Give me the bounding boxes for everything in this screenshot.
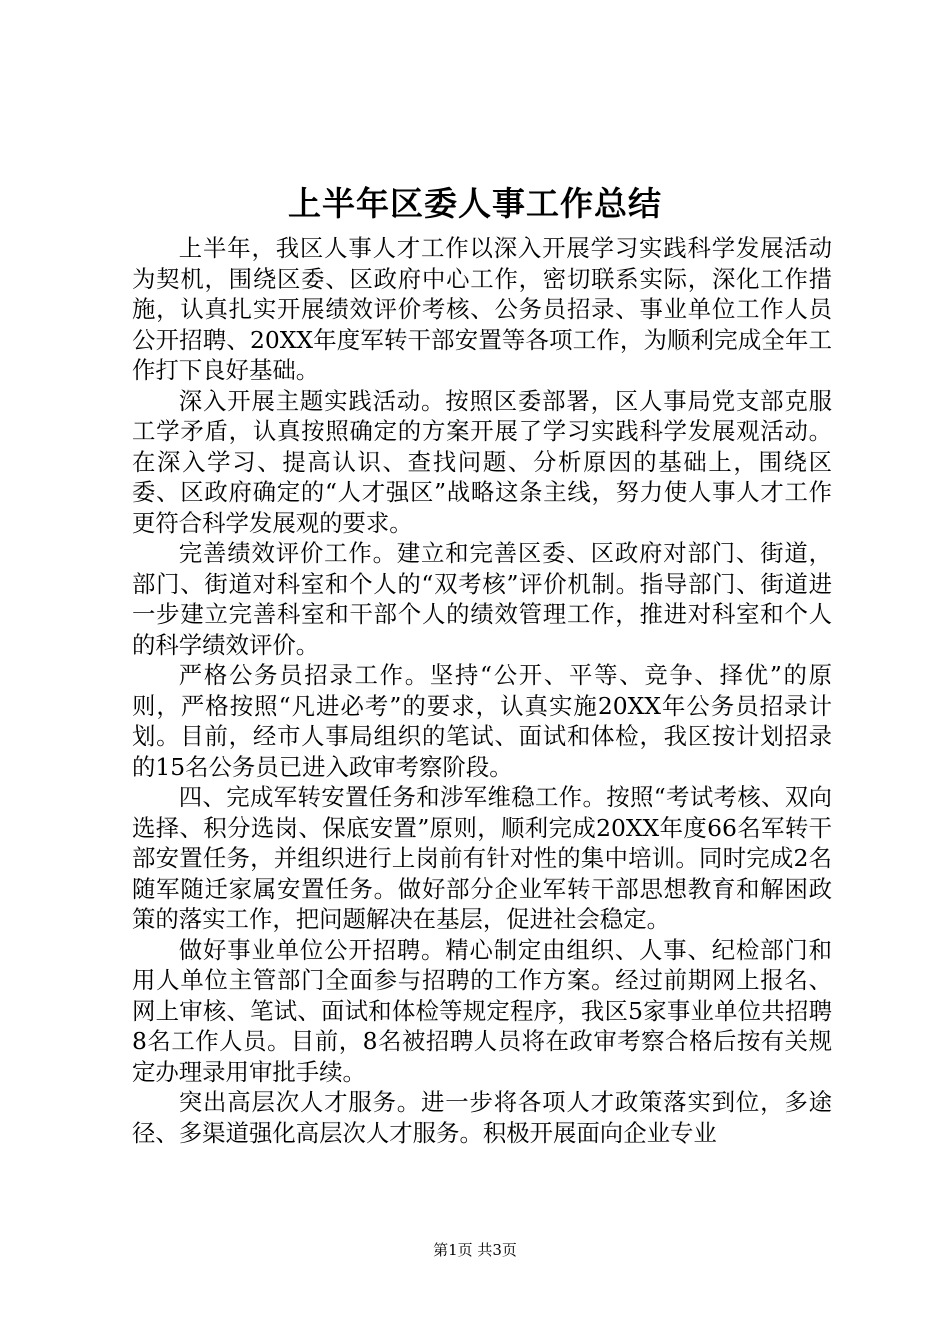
page-footer: 第1页 共3页 [433,1241,517,1259]
paragraph-civil-servant-recruitment: 严格公务员招录工作。坚持“公开、平等、竞争、择优”的原则，严格按照“凡进必考”的要求，认真实施20XX年公务员招录计划。目前，经市人事局组织的笔试、面试和体检，我区按计划招录的15名公务员已进入政审考察阶段。 [132,661,832,781]
paragraph-talent-service: 突出高层次人才服务。进一步将各项人才政策落实到位，多途径、多渠道强化高层次人才服务。积极开展面向企业专业 [132,1088,832,1147]
paragraph-practice-activity: 深入开展主题实践活动。按照区委部署，区人事局党支部克服工学矛盾，认真按照确定的方案开展了学习实践科学发展观活动。在深入学习、提高认识、查找问题、分析原因的基础上，围绕区委、区政府确定的“人才强区”战略这条主线，努力使人事人才工作更符合科学发展观的要求。 [132,386,832,537]
document-title: 上半年区委人事工作总结 [288,184,662,223]
document-body [132,233,832,1148]
paragraph-intro: 上半年，我区人事人才工作以深入开展学习实践科学发展活动为契机，围绕区委、区政府中心工作，密切联系实际，深化工作措施，认真扎实开展绩效评价考核、公务员招录、事业单位工作人员公开招聘、20XX年度军转干部安置等各项工作，为顺利完成全年工作打下良好基础。 [132,234,832,384]
paragraph-public-institution-recruitment: 做好事业单位公开招聘。精心制定由组织、人事、纪检部门和用人单位主管部门全面参与招聘的工作方案。经过前期网上报名、网上审核、笔试、面试和体检等规定程序，我区5家事业单位共招聘8名工作人员。目前，8名被招聘人员将在政审考察合格后按有关规定办理录用审批手续。 [132,935,832,1086]
paragraph-performance-evaluation: 完善绩效评价工作。建立和完善区委、区政府对部门、街道，部门、街道对科室和个人的“双考核”评价机制。指导部门、街道进一步建立完善科室和干部个人的绩效管理工作，推进对科室和个人的科学绩效评价。 [132,539,832,659]
paragraph-military-transfer: 四、完成军转安置任务和涉军维稳工作。按照“考试考核、双向选择、积分选岗、保底安置”原则，顺利完成20XX年度66名军转干部安置任务，并组织进行上岗前有针对性的集中培训。同时完成2名随军随迁家属安置任务。做好部分企业军转干部思想教育和解困政策的落实工作，把问题解决在基层，促进社会稳定。 [132,783,832,933]
